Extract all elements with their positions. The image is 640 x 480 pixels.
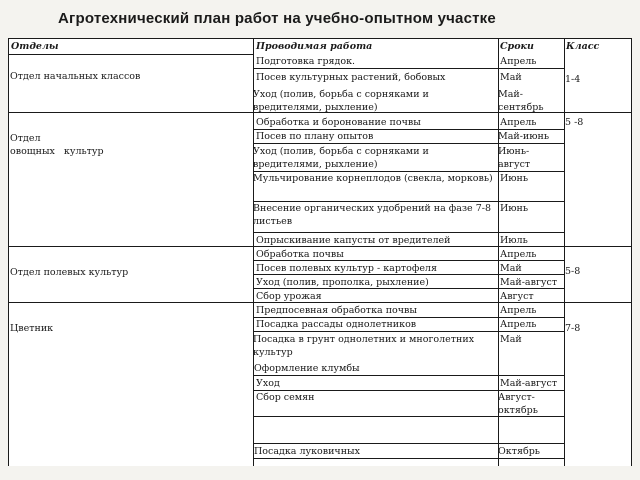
dept-primary: Отдел начальных классов (10, 71, 141, 82)
work-cell: Посев культурных растений, бобовых (256, 72, 446, 83)
row-divider (253, 260, 564, 261)
dept-vegetable: Отдел овощных культур (10, 133, 104, 157)
header-divider (8, 54, 253, 55)
time-cell: Май-август (500, 378, 558, 389)
work-cell: Внесение органических удобрений на фазе 7-8 листьев (253, 203, 491, 227)
table-top-border (8, 38, 632, 39)
dept-divider (8, 302, 253, 303)
time-cell: Апрель (500, 56, 537, 67)
page-title: Агротехнический план работ на учебно-опытном участке (58, 10, 496, 27)
row-divider (253, 288, 564, 289)
class-cell: 5-8 (565, 266, 581, 277)
time-cell: Август (500, 291, 534, 302)
table-border-right (631, 38, 632, 466)
time-cell: Май-сентябрь (498, 89, 544, 113)
class-cell: 7-8 (565, 323, 581, 334)
row-divider (253, 143, 564, 144)
time-cell: Июль (500, 235, 528, 246)
work-cell: Подготовка грядок. (256, 56, 356, 67)
dept-flower: Цветник (10, 323, 54, 334)
time-cell: Май (500, 72, 522, 83)
dept-divider (8, 246, 253, 247)
time-cell: Июнь-август (498, 146, 531, 170)
table-border-left (8, 38, 9, 466)
work-cell: Посев по плану опытов (256, 131, 374, 142)
dept-divider (8, 112, 253, 113)
work-cell: Сбор семян (256, 392, 315, 403)
time-cell: Май-июнь (498, 131, 550, 142)
row-divider (253, 246, 631, 247)
work-cell: Уход (256, 378, 280, 389)
work-cell: Уход (полив, борьба с сорняками и вредителями, рыхление) (253, 146, 429, 170)
header-work: Проводимая работа (256, 41, 373, 52)
row-divider (253, 232, 564, 233)
work-cell: Посадка в грунт однолетних и многолетних культур (253, 334, 475, 358)
work-cell: Предпосевная обработка почвы (256, 305, 417, 316)
row-divider (253, 416, 564, 417)
row-divider (253, 331, 564, 332)
work-cell: Посадка рассады однолетников (256, 319, 417, 330)
class-cell: 5 -8 (565, 117, 584, 128)
work-cell: Сбор урожая (256, 291, 322, 302)
time-cell: Август-октябрь (498, 392, 538, 416)
time-cell: Апрель (500, 319, 537, 330)
work-cell: Уход (полив, борьба с сорняками и вредителями, рыхление) (253, 89, 429, 113)
work-cell: Обработка почвы (256, 249, 344, 260)
time-cell: Июнь (500, 173, 529, 184)
work-cell: Обработка и боронование почвы (256, 117, 421, 128)
time-cell: Октябрь (498, 446, 540, 457)
time-cell: Апрель (500, 305, 537, 316)
row-divider (253, 68, 564, 69)
dept-field: Отдел полевых культур (10, 267, 129, 278)
row-divider (253, 443, 564, 444)
time-cell: Май-август (500, 277, 558, 288)
header-time: Сроки (500, 41, 534, 52)
row-divider (253, 302, 631, 303)
table-bottom-border (253, 458, 564, 459)
work-cell: Оформление клумбы (254, 363, 360, 374)
time-cell: Май (500, 334, 522, 345)
work-cell: Опрыскивание капусты от вредителей (256, 235, 451, 246)
class-cell: 1-4 (565, 74, 581, 85)
row-divider (253, 112, 631, 113)
header-dept: Отделы (11, 41, 59, 52)
column-divider-class (564, 38, 565, 466)
header-class: Класс (566, 41, 600, 52)
work-cell: Мульчирование корнеплодов (свекла, морковь) (253, 173, 493, 184)
time-cell: Май (500, 263, 522, 274)
row-divider (253, 375, 564, 376)
work-plan-table (8, 38, 632, 466)
work-cell: Уход (полив, прополка, рыхление) (256, 277, 429, 288)
work-cell: Посев полевых культур - картофеля (256, 263, 437, 274)
row-divider (253, 274, 564, 275)
time-cell: Апрель (500, 117, 537, 128)
time-cell: Июнь (500, 203, 529, 214)
work-cell: Посадка луковичных (254, 446, 360, 457)
time-cell: Апрель (500, 249, 537, 260)
